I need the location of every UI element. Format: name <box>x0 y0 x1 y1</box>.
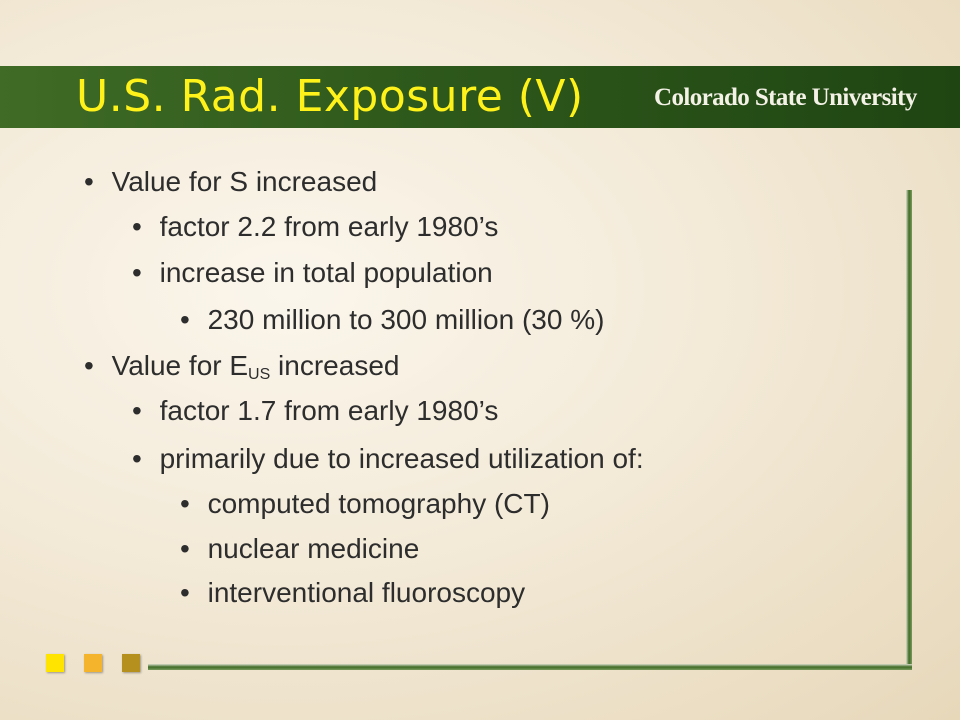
bullet-item <box>180 484 550 524</box>
decorative-squares <box>46 654 146 674</box>
bullet-text: Value for S increased <box>111 166 378 197</box>
bullet-item <box>180 529 419 569</box>
bullet-item <box>132 391 498 431</box>
bullet-item <box>132 439 644 479</box>
bullet-item <box>132 253 493 293</box>
bullet-text: 230 million to 300 million (30 %) <box>207 304 605 335</box>
bullet-text-after: increased <box>270 350 400 381</box>
bullet-item <box>180 573 525 613</box>
frame-bottom-line <box>148 664 912 670</box>
bullet-text: primarily due to increased utilization of: <box>159 443 644 474</box>
bullet-text: increase in total population <box>159 257 493 288</box>
bullet-text-before: Value for E <box>111 350 249 381</box>
bullet-text: factor 1.7 from early 1980’s <box>159 395 499 426</box>
bullet-text: nuclear medicine <box>207 533 420 564</box>
bullet-item <box>84 346 399 386</box>
yellow-square <box>46 654 64 672</box>
bullet-text: computed tomography (CT) <box>207 488 550 519</box>
slide-title: U.S. Rad. Exposure (V) <box>76 71 584 122</box>
orange-square <box>84 654 102 672</box>
bullet-text: factor 2.2 from early 1980’s <box>159 211 499 242</box>
bullet-text: interventional fluoroscopy <box>207 577 526 608</box>
gold-square <box>122 654 140 672</box>
bullet-subscript: US <box>248 366 271 383</box>
university-logo: Colorado State University <box>654 84 917 111</box>
bullet-item <box>84 162 377 202</box>
bullet-item <box>180 300 604 340</box>
bullet-item <box>132 207 498 247</box>
frame-right-line <box>906 190 912 668</box>
